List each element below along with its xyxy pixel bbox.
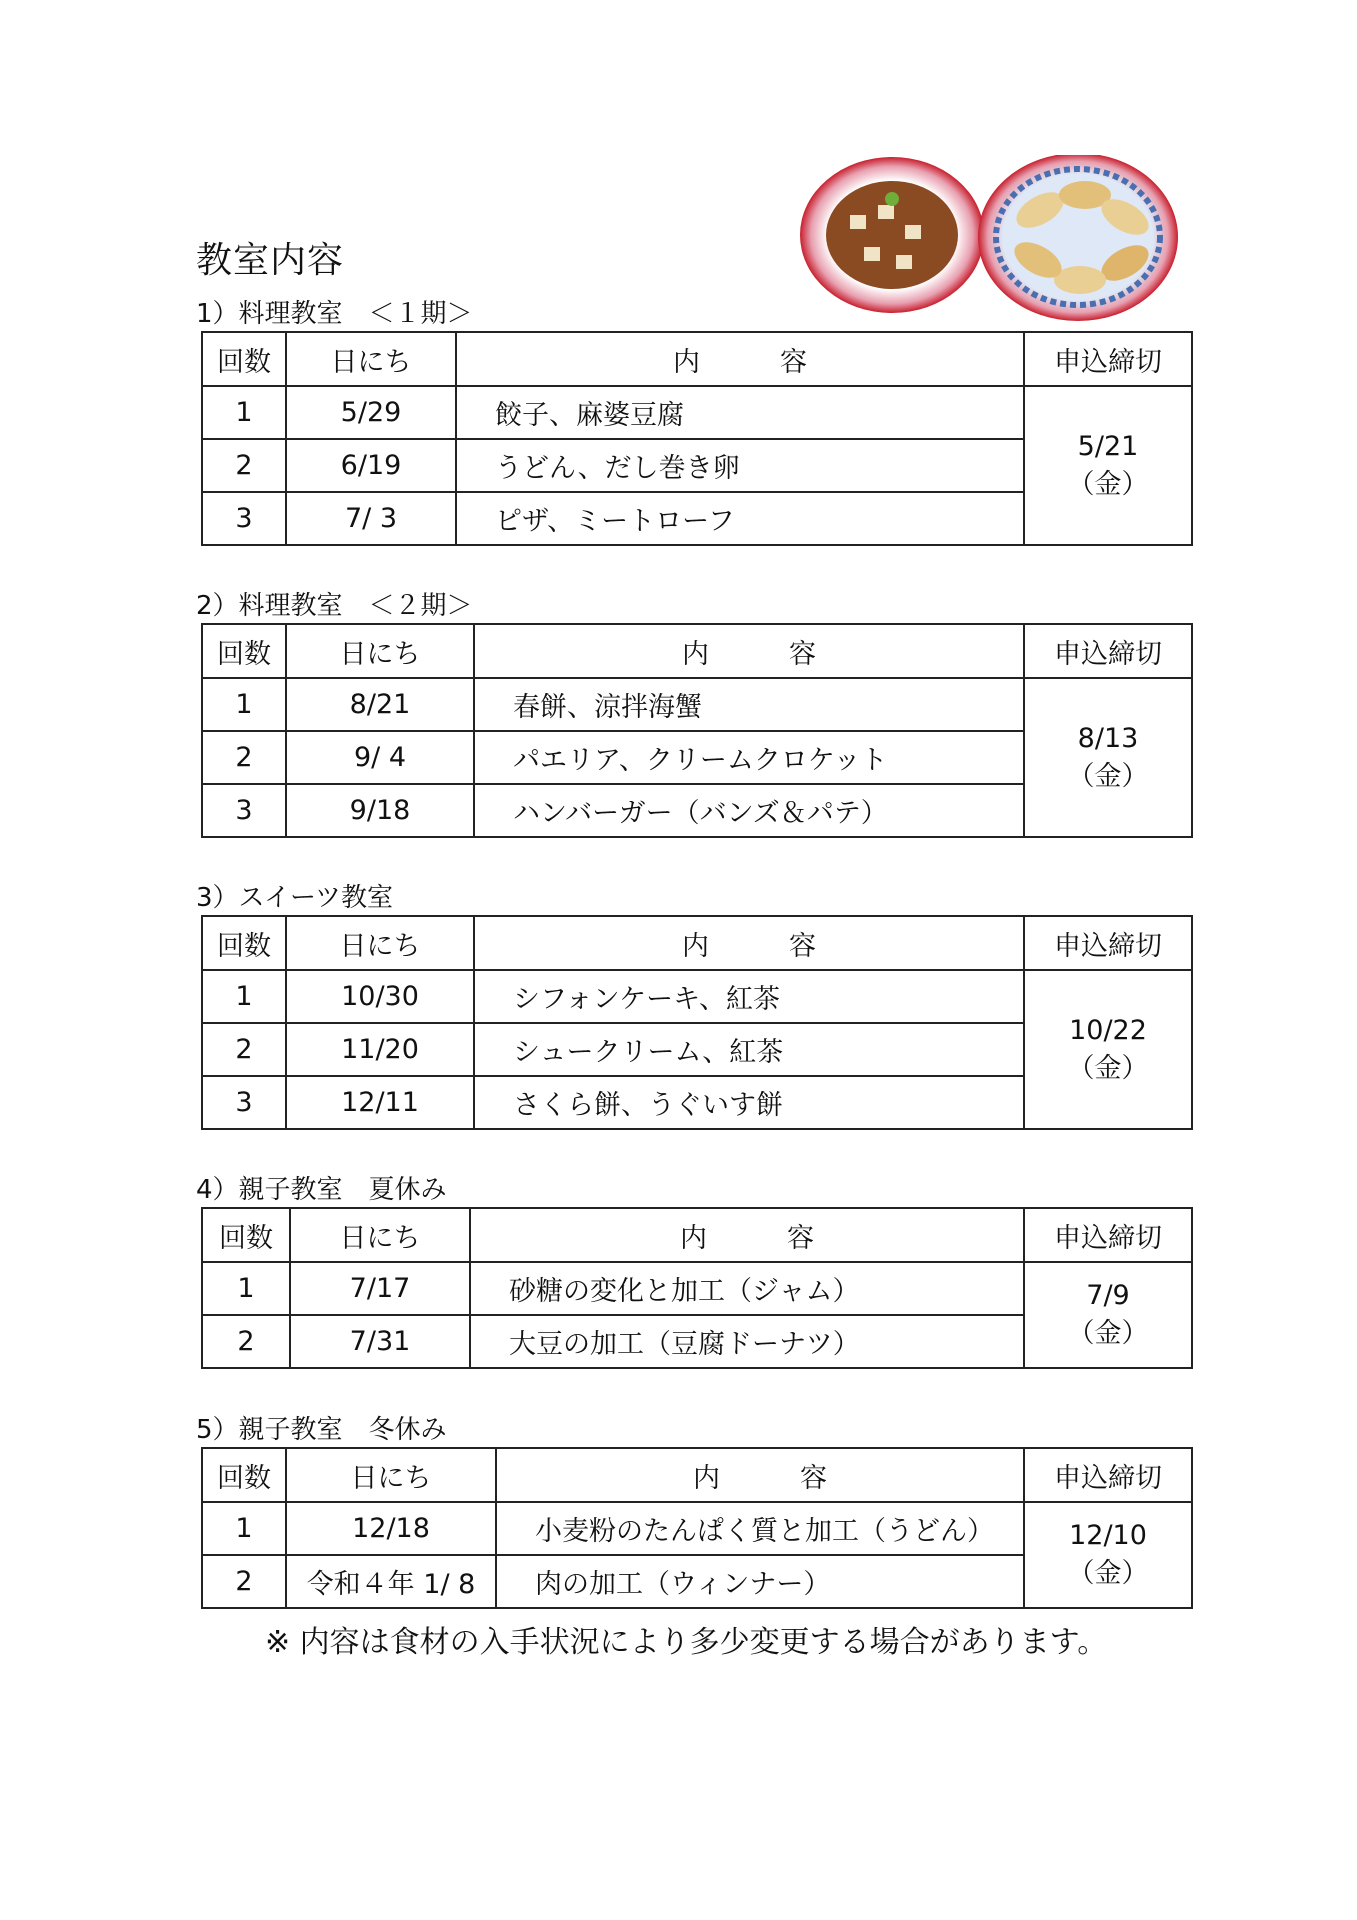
row-date: 9/18	[286, 784, 474, 837]
table-row	[202, 970, 1192, 1023]
header-date: 日にち	[286, 1448, 496, 1502]
header-content: 内 容	[456, 332, 1024, 386]
row-number: 2	[202, 1023, 286, 1076]
header-content: 内 容	[474, 624, 1024, 678]
header-content: 内 容	[496, 1448, 1024, 1502]
schedule-table-3	[201, 915, 1193, 1130]
header-count: 回数	[202, 624, 286, 678]
schedule-table-1	[201, 331, 1193, 546]
row-content: うどん、だし巻き卵	[456, 439, 1024, 492]
header-date: 日にち	[286, 624, 474, 678]
header-deadline: 申込締切	[1024, 1448, 1192, 1502]
row-date: 12/11	[286, 1076, 474, 1129]
gyoza-plate-icon	[978, 155, 1178, 321]
page-title: 教室内容	[196, 240, 345, 281]
section-title-5: 5）親子教室 冬休み	[196, 1415, 447, 1445]
header-date: 日にち	[286, 332, 456, 386]
table-row	[202, 678, 1192, 731]
row-number: 2	[202, 731, 286, 784]
schedule-table-2	[201, 623, 1193, 838]
row-content: シフォンケーキ、紅茶	[474, 970, 1024, 1023]
row-content: 小麦粉のたんぱく質と加工（うどん）	[496, 1502, 1024, 1555]
header-count: 回数	[202, 1208, 290, 1262]
deadline-cell: 8/13 （金）	[1024, 678, 1192, 837]
row-date: 8/21	[286, 678, 474, 731]
row-content: 大豆の加工（豆腐ドーナツ）	[470, 1315, 1024, 1368]
row-date: 9/ 4	[286, 731, 474, 784]
table-row	[202, 386, 1192, 439]
food-photo	[800, 155, 1180, 325]
row-date: 令和４年 1/ 8	[286, 1555, 496, 1608]
header-deadline: 申込締切	[1024, 916, 1192, 970]
mapo-tofu-plate-icon	[800, 157, 984, 313]
row-date: 10/30	[286, 970, 474, 1023]
row-content: さくら餅、うぐいす餅	[474, 1076, 1024, 1129]
row-number: 1	[202, 970, 286, 1023]
header-count: 回数	[202, 916, 286, 970]
row-number: 1	[202, 1262, 290, 1315]
header-deadline: 申込締切	[1024, 624, 1192, 678]
header-content: 内 容	[474, 916, 1024, 970]
row-date: 12/18	[286, 1502, 496, 1555]
section-title-4: 4）親子教室 夏休み	[196, 1175, 447, 1205]
deadline-cell: 12/10 （金）	[1024, 1502, 1192, 1608]
section-title-3: 3）スイーツ教室	[196, 883, 393, 913]
header-content: 内 容	[470, 1208, 1024, 1262]
deadline-cell: 7/9 （金）	[1024, 1262, 1192, 1368]
row-content: パエリア、クリームクロケット	[474, 731, 1024, 784]
row-content: 肉の加工（ウィンナー）	[496, 1555, 1024, 1608]
schedule-table-4	[201, 1207, 1193, 1369]
header-date: 日にち	[286, 916, 474, 970]
header-count: 回数	[202, 332, 286, 386]
row-number: 2	[202, 439, 286, 492]
row-number: 3	[202, 784, 286, 837]
row-date: 6/19	[286, 439, 456, 492]
row-date: 7/31	[290, 1315, 470, 1368]
header-deadline: 申込締切	[1024, 332, 1192, 386]
row-number: 3	[202, 1076, 286, 1129]
row-number: 2	[202, 1555, 286, 1608]
row-content: シュークリーム、紅茶	[474, 1023, 1024, 1076]
header-count: 回数	[202, 1448, 286, 1502]
row-date: 5/29	[286, 386, 456, 439]
section-title-1: 1）料理教室 ＜１期＞	[196, 299, 473, 329]
row-date: 7/17	[290, 1262, 470, 1315]
row-number: 1	[202, 1502, 286, 1555]
table-row	[202, 1502, 1192, 1555]
row-number: 3	[202, 492, 286, 545]
footnote: ※ 内容は食材の入手状況により多少変更する場合があります。	[265, 1625, 1108, 1660]
schedule-table-5	[201, 1447, 1193, 1609]
deadline-cell: 10/22 （金）	[1024, 970, 1192, 1129]
row-content: ハンバーガー（バンズ＆パテ）	[474, 784, 1024, 837]
header-deadline: 申込締切	[1024, 1208, 1192, 1262]
table-row	[202, 1262, 1192, 1315]
row-date: 7/ 3	[286, 492, 456, 545]
row-number: 1	[202, 678, 286, 731]
header-date: 日にち	[290, 1208, 470, 1262]
section-title-2: 2）料理教室 ＜２期＞	[196, 591, 473, 621]
row-number: 2	[202, 1315, 290, 1368]
row-number: 1	[202, 386, 286, 439]
row-content: 砂糖の変化と加工（ジャム）	[470, 1262, 1024, 1315]
row-date: 11/20	[286, 1023, 474, 1076]
deadline-cell: 5/21 （金）	[1024, 386, 1192, 545]
row-content: 春餅、涼拌海蟹	[474, 678, 1024, 731]
row-content: ピザ、ミートローフ	[456, 492, 1024, 545]
row-content: 餃子、麻婆豆腐	[456, 386, 1024, 439]
